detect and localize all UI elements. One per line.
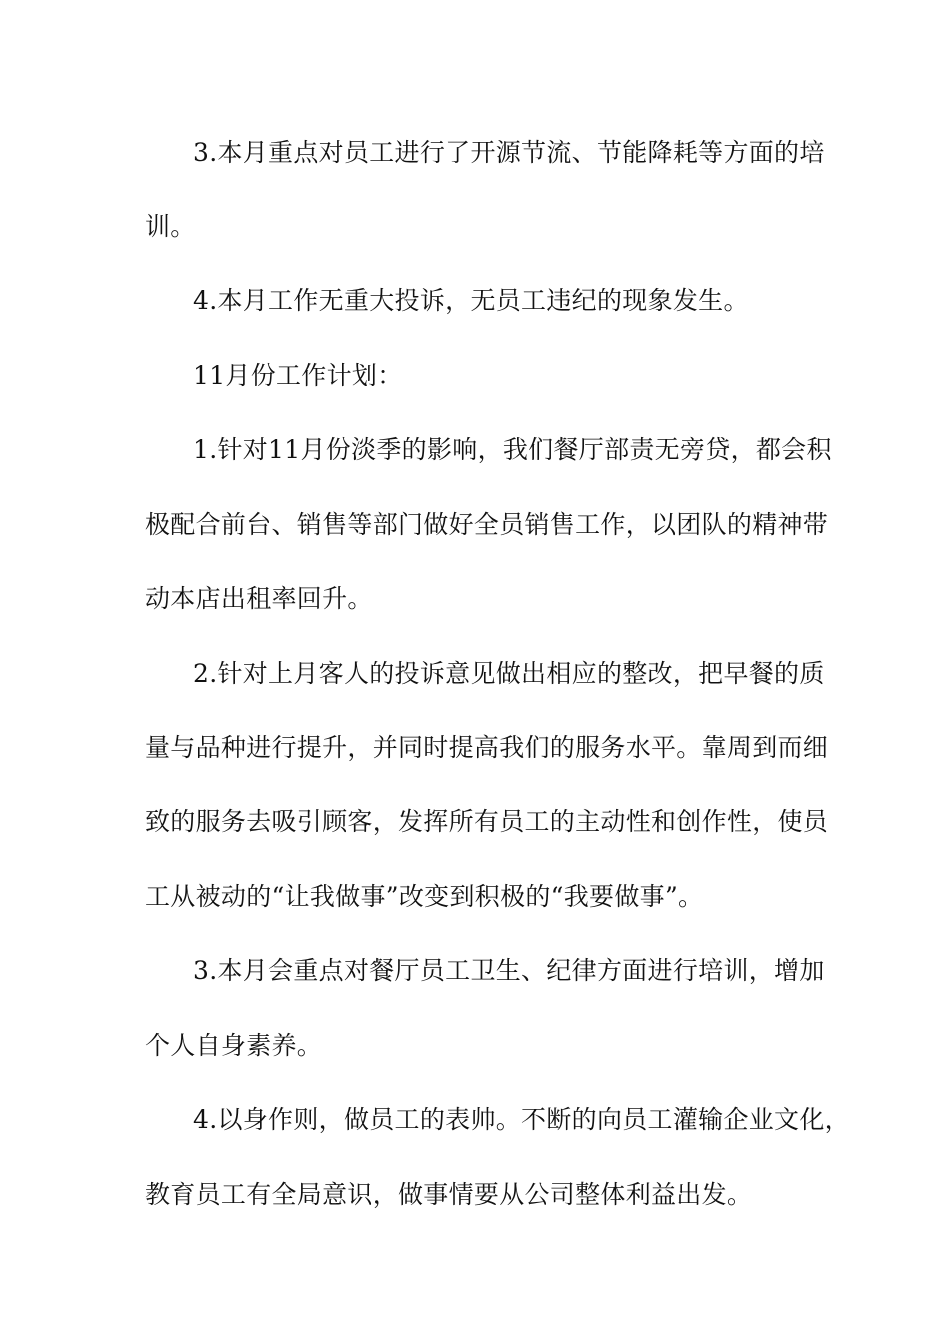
paragraph-line: 3.本月会重点对餐厅员工卫生、纪律方面进行培训，增加 — [193, 956, 825, 985]
paragraph-line: 量与品种进行提升，并同时提高我们的服务水平。靠周到而细 — [145, 733, 829, 762]
paragraph-line: 教育员工有全局意识，做事情要从公司整体利益出发。 — [145, 1180, 753, 1209]
section-heading: 11月份工作计划： — [193, 361, 403, 390]
paragraph-line: 训。 — [145, 212, 196, 241]
paragraph-line: 动本店出租率回升。 — [145, 584, 373, 613]
paragraph-line: 3.本月重点对员工进行了开源节流、节能降耗等方面的培 — [193, 138, 825, 167]
paragraph-line: 4.本月工作无重大投诉，无员工违纪的现象发生。 — [193, 286, 749, 315]
paragraph-line: 致的服务去吸引顾客，发挥所有员工的主动性和创作性，使员 — [145, 807, 829, 836]
paragraph-line: 2.针对上月客人的投诉意见做出相应的整改，把早餐的质 — [193, 659, 825, 688]
paragraph-line: 个人自身素养。 — [145, 1031, 323, 1060]
paragraph-line: 4.以身作则，做员工的表帅。不断的向员工灌输企业文化， — [193, 1105, 850, 1134]
paragraph-line: 极配合前台、销售等部门做好全员销售工作，以团队的精神带 — [145, 510, 829, 539]
paragraph-line: 1.针对11月份淡季的影响，我们餐厅部责无旁贷，都会积 — [193, 435, 832, 464]
paragraph-line: 工从被动的“让我做事”改变到积极的“我要做事”。 — [145, 882, 704, 911]
